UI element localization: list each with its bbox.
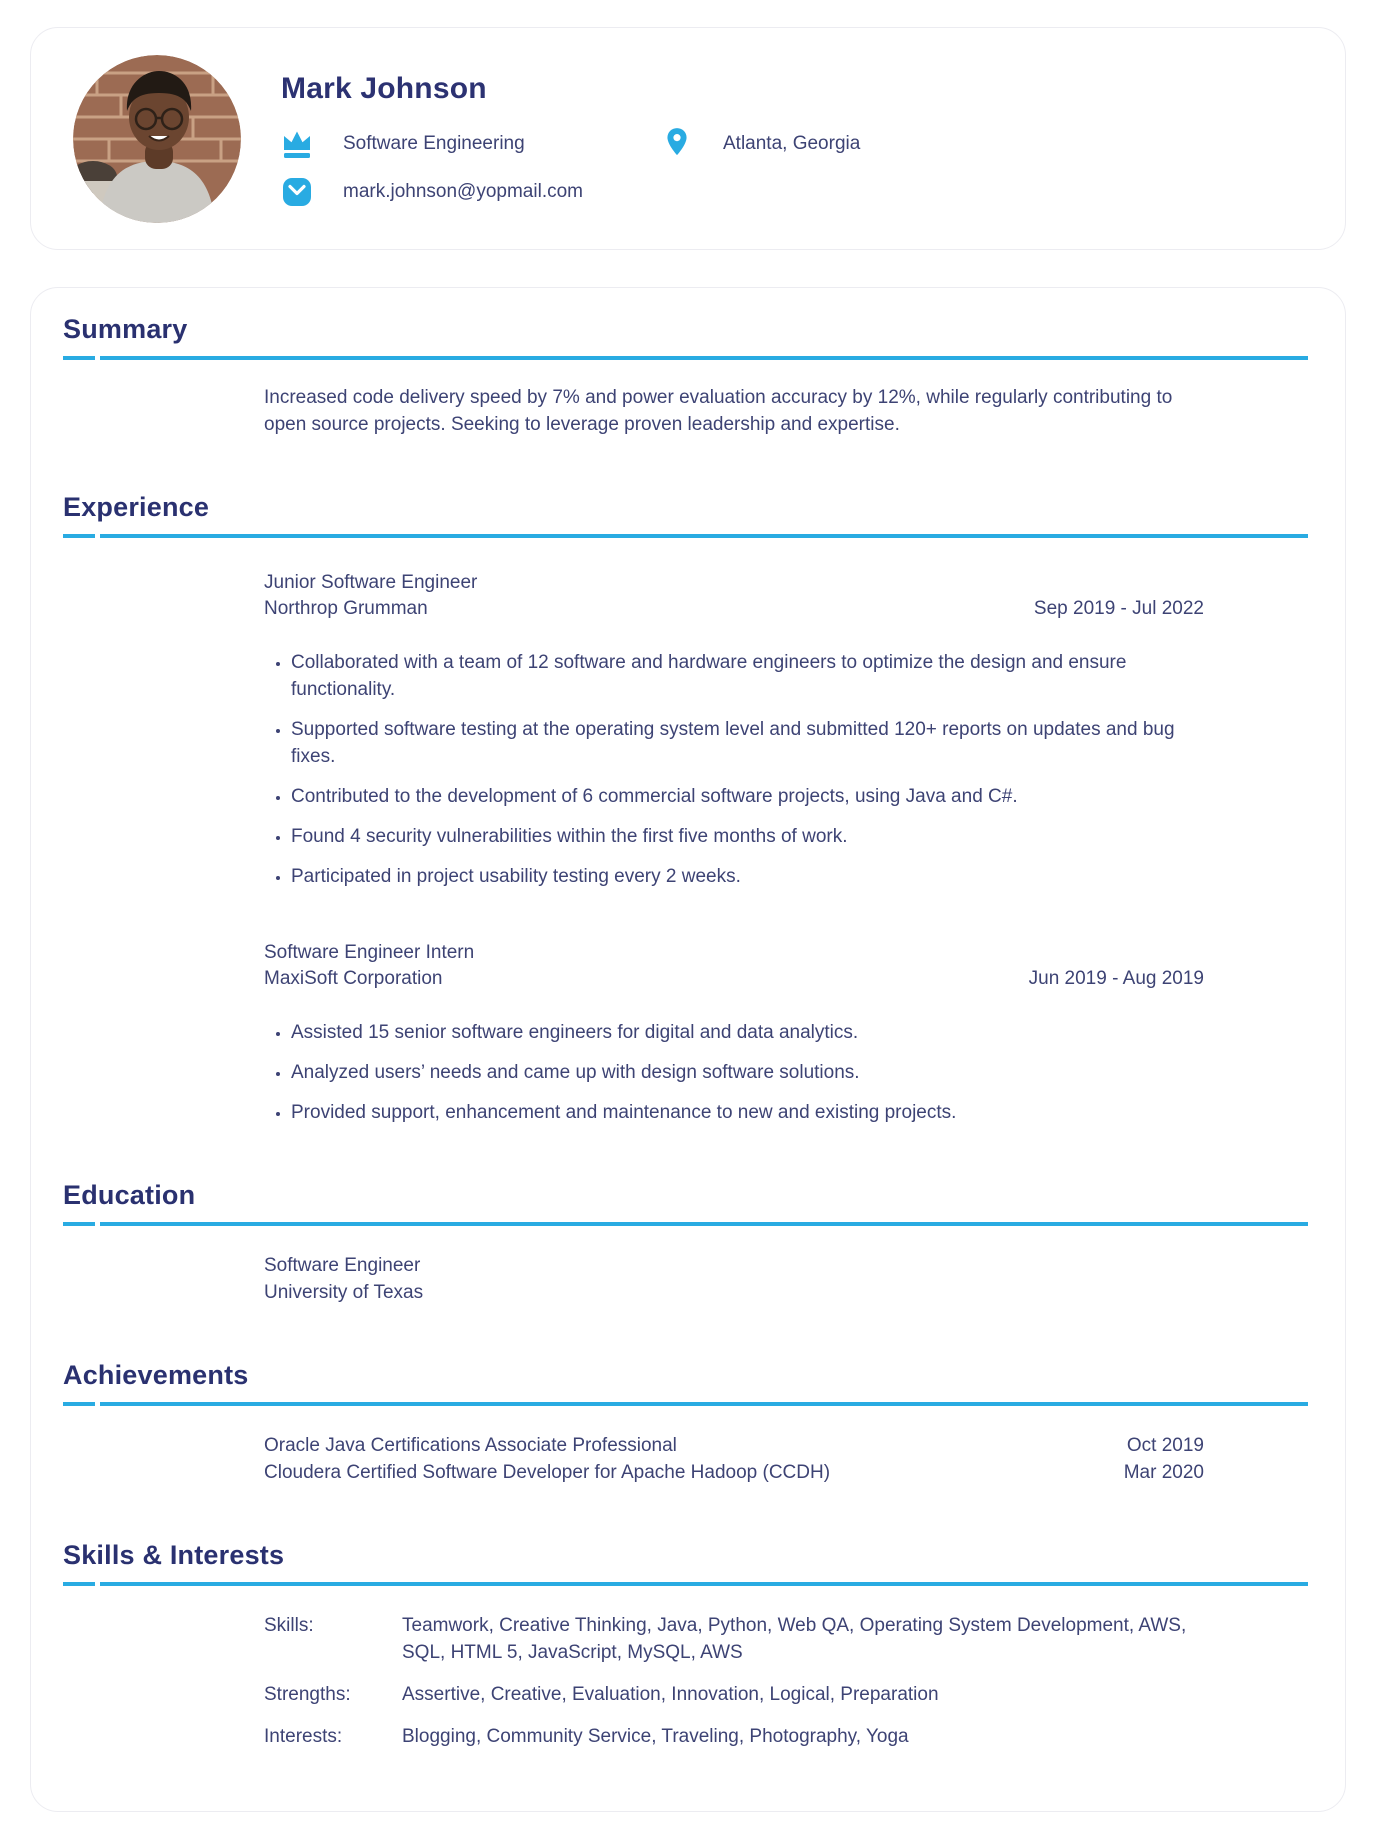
section-experience: [63, 492, 1308, 1126]
section-divider: [63, 356, 1308, 360]
job-title: Software Engineer Intern: [264, 942, 475, 963]
location-text: Atlanta, Georgia: [723, 132, 861, 154]
email-text: mark.johnson@yopmail.com: [343, 180, 583, 202]
section-divider: [63, 1582, 1308, 1586]
section-title-education: Education: [63, 1180, 196, 1210]
skills-value: Teamwork, Creative Thinking, Java, Python, Web QA, Operating System Development, AWS, SQL, HTML 5, JavaScript, MySQL, AWS: [402, 1615, 1187, 1663]
profile-header-card: [30, 27, 1346, 250]
interests-row: [264, 1723, 1204, 1750]
avatar: [73, 55, 241, 223]
job-bullet-list: [264, 649, 1204, 890]
achievement-date: Oct 2019: [1126, 1435, 1204, 1456]
strengths-value: Assertive, Creative, Evaluation, Innovation, Logical, Preparation: [402, 1684, 939, 1705]
role-text: Software Engineering: [343, 132, 525, 154]
job-bullet: • Supported software testing at the operating system level and submitted 120+ reports on updates and bug fixes.: [291, 716, 1204, 770]
location-item: [661, 128, 1305, 160]
section-title-skills-interests: Skills & Interests: [63, 1540, 285, 1570]
interests-value: Blogging, Community Service, Traveling, Photography, Yoga: [402, 1726, 909, 1747]
skills-row: [264, 1612, 1204, 1666]
section-divider: [63, 534, 1308, 538]
section-title-summary: Summary: [63, 314, 188, 344]
interests-label: Interests:: [264, 1726, 343, 1747]
section-divider: [63, 1402, 1308, 1406]
job-bullet: • Found 4 security vulnerabilities within the first five months of work.: [291, 823, 1204, 850]
role-item: [281, 128, 661, 160]
strengths-label: Strengths:: [264, 1684, 351, 1705]
location-pin-icon: [661, 128, 693, 160]
achievement-date: Mar 2020: [1123, 1462, 1204, 1483]
job-bullet: • Collaborated with a team of 12 software and hardware engineers to optimize the design and ensure functionality.: [291, 649, 1204, 703]
job-bullet: • Analyzed users’ needs and came up with design software solutions.: [291, 1059, 1204, 1086]
section-title-achievements: Achievements: [63, 1360, 249, 1390]
education-entry: [264, 1252, 1204, 1306]
section-divider: [63, 1222, 1308, 1226]
education-school: University of Texas: [264, 1282, 424, 1303]
section-education: [63, 1180, 1308, 1306]
section-summary: [63, 314, 1308, 438]
section-title-experience: Experience: [63, 492, 210, 522]
strengths-row: [264, 1681, 1204, 1708]
experience-entry: [264, 570, 1204, 890]
job-dates: Jun 2019 - Aug 2019: [1028, 968, 1204, 989]
job-title: Junior Software Engineer: [264, 572, 478, 593]
section-skills-interests: [63, 1540, 1308, 1750]
job-company: Northrop Grumman: [264, 598, 428, 619]
skills-label: Skills:: [264, 1615, 314, 1636]
profile-photo: [73, 55, 241, 223]
experience-entry: [264, 940, 1204, 1126]
mail-icon: [281, 176, 313, 208]
summary-text: Increased code delivery speed by 7% and power evaluation accuracy by 12%, while regularly contributing to open source projects. Seeking to leverage proven leadership and expertise.: [264, 387, 1173, 435]
job-company: MaxiSoft Corporation: [264, 968, 443, 989]
job-bullet: • Participated in project usability testing every 2 weeks.: [291, 863, 1204, 890]
job-bullet: • Provided support, enhancement and maintenance to new and existing projects.: [291, 1099, 1204, 1126]
achievement-label: Cloudera Certified Software Developer for Apache Hadoop (CCDH): [264, 1462, 831, 1483]
job-dates: Sep 2019 - Jul 2022: [1033, 598, 1204, 619]
job-bullet-list: [264, 1019, 1204, 1126]
crown-icon: [281, 128, 313, 160]
achievement-row: [264, 1432, 1204, 1459]
person-name: Mark Johnson: [281, 71, 487, 105]
job-bullet: • Contributed to the development of 6 commercial software projects, using Java and C#.: [291, 783, 1204, 810]
achievement-label: Oracle Java Certifications Associate Professional: [264, 1435, 677, 1456]
job-bullet: • Assisted 15 senior software engineers for digital and data analytics.: [291, 1019, 1204, 1046]
achievement-row: [264, 1459, 1204, 1486]
education-degree: Software Engineer: [264, 1255, 421, 1276]
section-achievements: [63, 1360, 1308, 1486]
resume-body-card: [30, 287, 1346, 1812]
email-item: [281, 176, 661, 208]
